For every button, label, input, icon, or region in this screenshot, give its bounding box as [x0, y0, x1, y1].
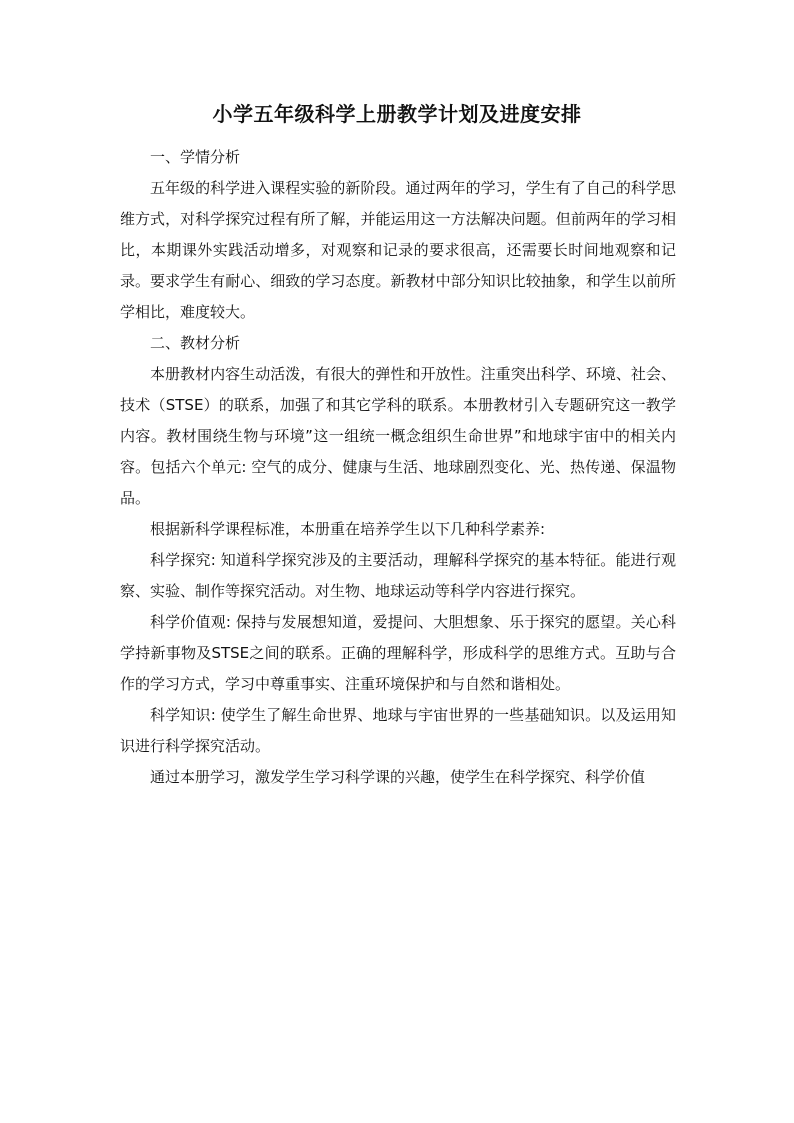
paragraph-literacy-intro: 根据新科学课程标准，本册重在培养学生以下几种科学素养: [150, 520, 546, 538]
page-title: 小学五年级科学上册教学计划及进度安排 [212, 102, 582, 126]
paragraph-textbook-analysis: 本册教材内容生动活泼，有很大的弹性和开放性。注重突出科学、环境、社会、技术（STSE）的联系，加强了和其它学科的联系。本册教材引入专题研究这一教学内容。教材围绕生物与环境”这一组统一概念组织生命世界”和地球宇宙中的相关内容。包括六个单元: 空气的成分、健康与生活、地球剧烈变化、光、热传递、保温物品。 [120, 365, 676, 507]
section-heading-learning-analysis: 一、学情分析 [150, 148, 241, 166]
paragraph-learning-goals: 通过本册学习，激发学生学习科学课的兴趣，使学生在科学探究、科学价值 [150, 768, 646, 786]
paragraph-scientific-values: 科学价值观: 保持与发展想知道，爱提问、大胆想象、乐于探究的愿望。关心科学持新事物及STSE之间的联系。正确的理解科学，形成科学的思维方式。互助与合作的学习方式，学习中尊重事实、注重环境保护和与自然和谐相处。 [120, 613, 676, 693]
paragraph-learning-analysis: 五年级的科学进入课程实验的新阶段。通过两年的学习，学生有了自己的科学思维方式，对科学探究过程有所了解，并能运用这一方法解决问题。但前两年的学习相比，本期课外实践活动增多，对观察和记录的要求很高，还需要长时间地观察和记录。要求学生有耐心、细致的学习态度。新教材中部分知识比较抽象，和学生以前所学相比，难度较大。 [120, 179, 676, 321]
document-body [120, 142, 676, 793]
paragraph-scientific-knowledge: 科学知识: 使学生了解生命世界、地球与宇宙世界的一些基础知识。以及运用知识进行科学探究活动。 [120, 706, 676, 755]
section-heading-textbook-analysis: 二、教材分析 [150, 334, 241, 352]
paragraph-scientific-inquiry: 科学探究: 知道科学探究涉及的主要活动，理解科学探究的基本特征。能进行观察、实验、制作等探究活动。对生物、地球运动等科学内容进行探究。 [120, 551, 676, 600]
